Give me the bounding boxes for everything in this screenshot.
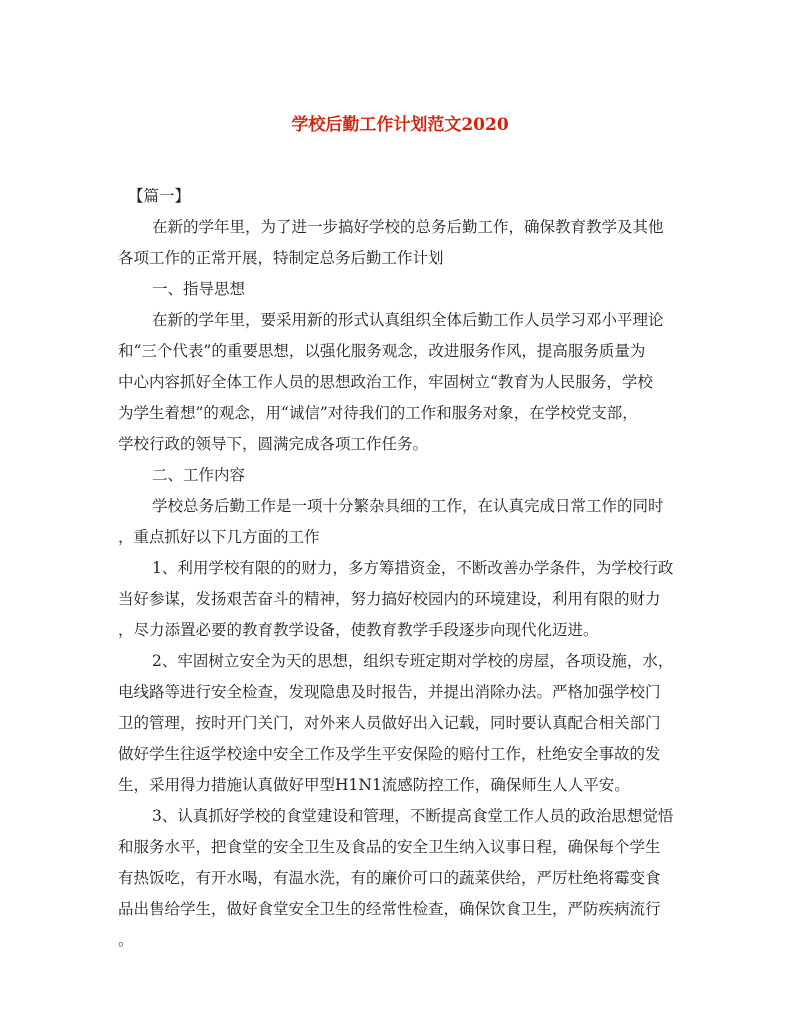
paragraph-line: 有热饭吃，有开水喝，有温水洗，有的廉价可口的蔬菜供给，严厉杜绝将霉变食 <box>118 869 661 887</box>
section-heading: 一、指导思想 <box>152 280 246 298</box>
section-label-text: 【篇一】 <box>128 187 191 205</box>
paragraph-line: 学校总务后勤工作是一项十分繁杂具细的工作，在认真完成日常工作的同时 <box>152 497 664 515</box>
paragraph-line: 生，采用得力措施认真做好甲型H1N1流感防控工作，确保师生人人平安。 <box>118 776 630 794</box>
heading-guiding-thought <box>118 274 684 305</box>
paragraph-line: 做好学生往返学校途中安全工作及学生平安保险的赔付工作，杜绝安全事故的发 <box>118 745 661 763</box>
paragraph-item-1 <box>118 553 684 646</box>
paragraph-item-3 <box>118 801 684 956</box>
paragraph-line: ，尽力添置必要的教育教学设备，使教育教学手段逐步向现代化迈进。 <box>118 621 599 639</box>
paragraph-line: ，重点抓好以下几方面的工作 <box>118 528 320 546</box>
paragraph-line: 在新的学年里，为了进一步搞好学校的总务后勤工作，确保教育教学及其他 <box>152 218 664 236</box>
paragraph-line: 2、牢固树立安全为天的思想，组织专班定期对学校的房屋，各项设施，水， <box>152 652 674 670</box>
paragraph-line: 和“三个代表”的重要思想，以强化服务观念，改进服务作风，提高服务质量为 <box>118 342 646 360</box>
paragraph-line: 在新的学年里，要采用新的形式认真组织全体后勤工作人员学习邓小平理论 <box>152 311 664 329</box>
paragraph-line: 为学生着想”的观念，用“诚信”对待我们的工作和服务对象，在学校党支部， <box>118 404 638 422</box>
paragraph-work-intro <box>118 491 684 553</box>
paragraph-intro <box>118 212 684 274</box>
paragraph-line: 1、利用学校有限的的财力，多方筹措资金，不断改善办学条件，为学校行政 <box>152 559 674 577</box>
document-body <box>118 181 684 956</box>
section-label <box>118 181 684 212</box>
paragraph-line: 电线路等进行安全检查，发现隐患及时报告，并提出消除办法。严格加强学校门 <box>118 683 661 701</box>
paragraph-item-2 <box>118 646 684 801</box>
paragraph-guiding <box>118 305 684 460</box>
paragraph-line: 各项工作的正常开展，特制定总务后勤工作计划 <box>118 249 444 267</box>
document-title: 学校后勤工作计划范文2020 <box>291 115 509 135</box>
paragraph-line: 。 <box>118 931 134 949</box>
paragraph-line: 和服务水平，把食堂的安全卫生及食品的安全卫生纳入议事日程，确保每个学生 <box>118 838 661 856</box>
paragraph-line: 当好参谋，发扬艰苦奋斗的精神，努力搞好校园内的环境建设，利用有限的财力 <box>118 590 661 608</box>
section-heading: 二、工作内容 <box>152 466 246 484</box>
paragraph-line: 学校行政的领导下，圆满完成各项工作任务。 <box>118 435 429 453</box>
heading-work-content <box>118 460 684 491</box>
paragraph-line: 卫的管理，按时开门关门，对外来人员做好出入记载，同时要认真配合相关部门 <box>118 714 661 732</box>
paragraph-line: 中心内容抓好全体工作人员的思想政治工作，牢固树立“教育为人民服务，学校 <box>118 373 653 391</box>
paragraph-line: 品出售给学生，做好食堂安全卫生的经常性检查，确保饮食卫生，严防疾病流行 <box>118 900 661 918</box>
paragraph-line: 3、认真抓好学校的食堂建设和管理，不断提高食堂工作人员的政治思想觉悟 <box>152 807 674 825</box>
